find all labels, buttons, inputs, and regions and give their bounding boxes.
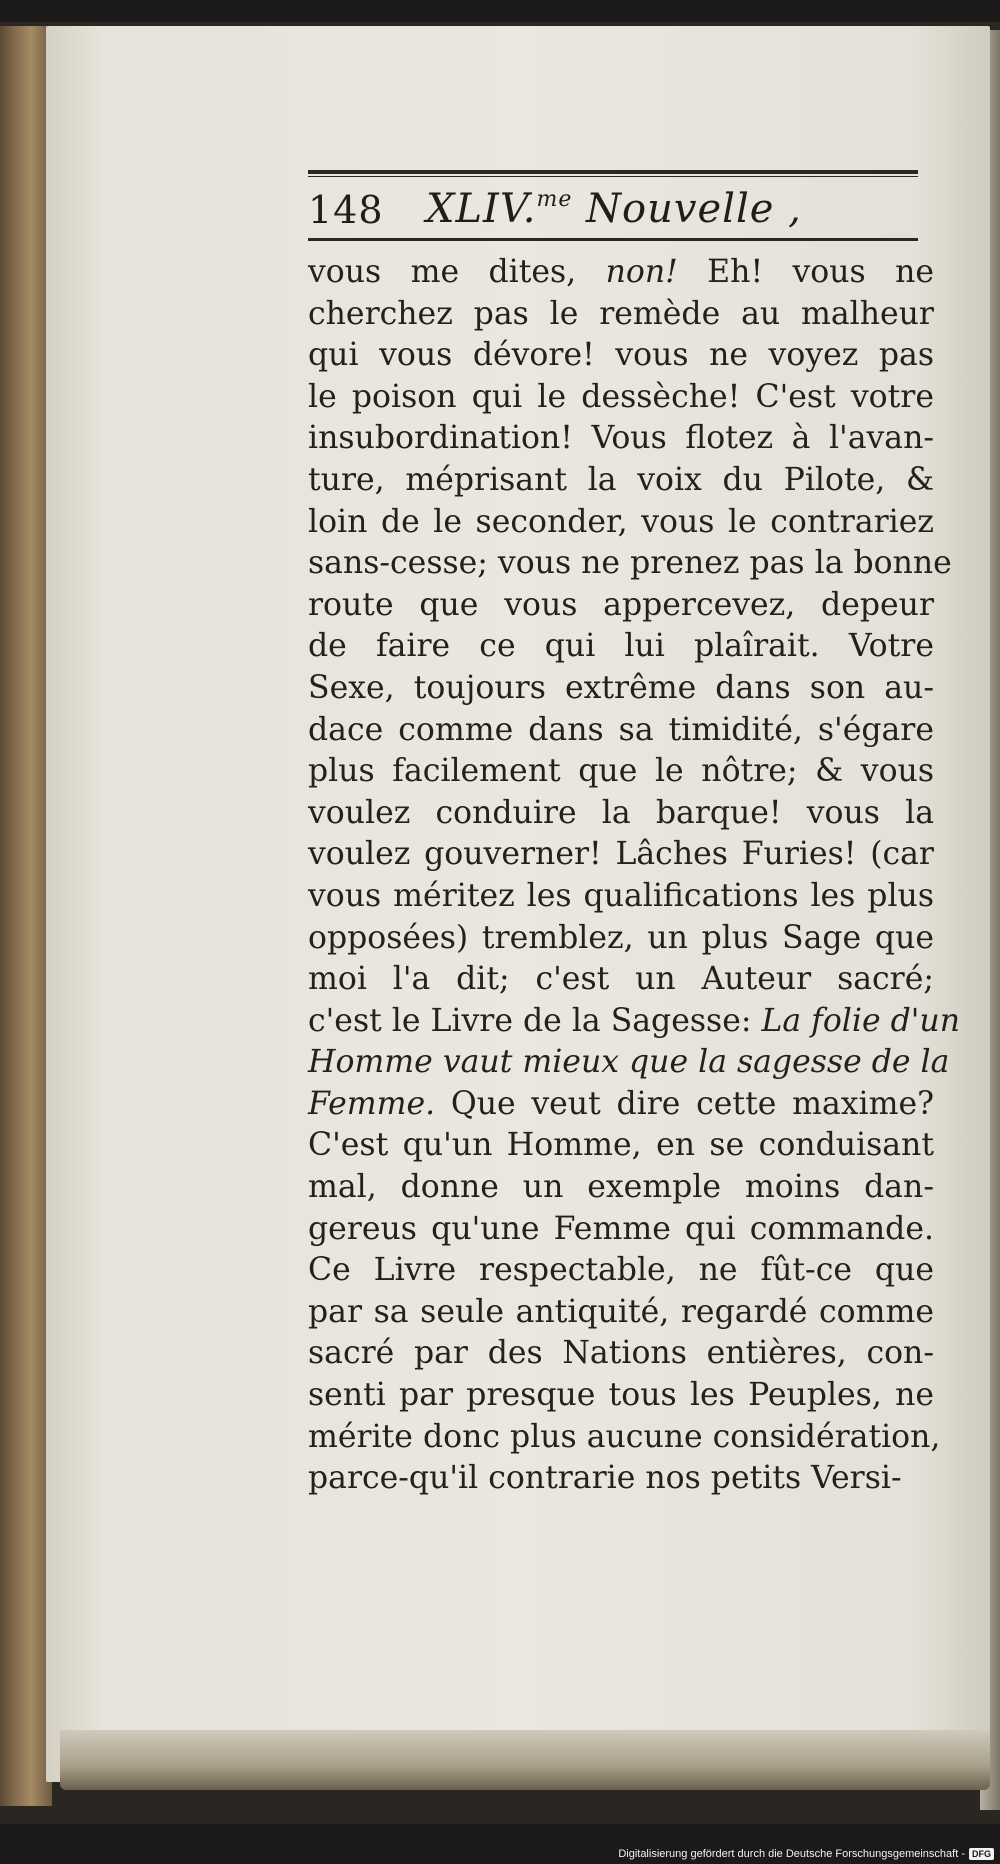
text-line <box>308 1125 934 1167</box>
text-segment: moi l'a dit; c'est un Auteur sacré; <box>308 961 934 998</box>
text-segment: loin de le seconder, vous le contrariez <box>308 503 934 540</box>
book-spine <box>0 26 52 1806</box>
header-rule-top <box>308 170 918 174</box>
text-segment: senti par presque tous les Peuples, ne <box>308 1377 934 1414</box>
text-segment: mal, donne un exemple moins dan- <box>308 1169 934 1206</box>
text-line <box>308 626 934 668</box>
text-segment: gereus qu'une Femme qui commande. <box>308 1210 934 1247</box>
text-segment: le poison qui le dessèche! C'est votre <box>308 378 934 415</box>
italic-text: Femme. <box>308 1085 436 1122</box>
text-segment: de faire ce qui lui plaîrait. Votre <box>308 628 934 665</box>
dfg-logo-icon: DFG <box>969 1848 994 1860</box>
text-segment: c'est le Livre de la Sagesse: <box>308 1002 762 1039</box>
text-line <box>308 668 934 710</box>
text-line <box>308 377 934 419</box>
text-segment: vous me dites, <box>308 254 606 290</box>
text-segment: Que veut dire cette maxime? <box>435 1085 934 1122</box>
text-line <box>308 335 934 377</box>
text-line <box>308 876 934 918</box>
running-head-title: Nouvelle , <box>572 186 802 232</box>
text-segment: ture, méprisant la voix du Pilote, & <box>308 461 934 498</box>
text-segment: C'est qu'un Homme, en se conduisant <box>308 1127 934 1164</box>
text-segment: vous méritez les qualifications les plus <box>308 877 934 914</box>
text-line <box>308 710 934 752</box>
running-head-numeral: XLIV. <box>426 186 537 232</box>
text-line <box>308 1209 934 1251</box>
running-head <box>426 186 802 232</box>
text-line <box>308 502 934 544</box>
text-line <box>308 585 934 627</box>
page-number: 148 <box>308 188 384 232</box>
text-line <box>308 959 934 1001</box>
text-segment: Ce Livre respectable, ne fût-ce que <box>308 1252 934 1289</box>
text-segment: par sa seule antiquité, regardé comme <box>308 1293 934 1330</box>
text-line <box>308 751 934 793</box>
text-segment: route que vous appercevez, depeur <box>308 586 934 623</box>
text-line <box>308 1333 934 1375</box>
credit-text: Digitalisierung gefördert durch die Deutsche Forschungsgemeinschaft - <box>618 1848 965 1860</box>
running-head-superscript: me <box>536 187 573 212</box>
text-segment: insubordination! Vous flotez à l'avan- <box>308 420 934 457</box>
text-line <box>308 1375 934 1417</box>
text-segment: sans-cesse; vous ne prenez pas la bonne <box>308 545 952 582</box>
page-bottom-edge <box>60 1730 990 1790</box>
italic-text: La folie d'un <box>761 1002 961 1039</box>
text-line <box>308 834 934 876</box>
text-segment: sacré par des Nations entières, con- <box>308 1335 934 1372</box>
text-line <box>308 1417 941 1459</box>
text-segment: voulez conduire la barque! vous la <box>308 794 934 831</box>
header-rule-bottom <box>308 238 918 241</box>
digitization-credit <box>618 1848 994 1860</box>
page-header <box>308 176 918 238</box>
text-line <box>308 460 934 502</box>
italic-text: Homme vaut mieux que la sagesse de la <box>308 1044 950 1081</box>
text-line <box>308 793 934 835</box>
text-segment: opposées) tremblez, un plus Sage que <box>308 919 934 956</box>
text-line <box>308 418 934 460</box>
text-line <box>308 294 934 336</box>
text-segment: voulez gouverner! Lâches Furies! (car <box>308 836 934 873</box>
text-segment: parce-qu'il contrarie nos petits Versi- <box>308 1460 902 1497</box>
text-line <box>308 1167 934 1209</box>
text-segment: cherchez pas le remède au malheur <box>308 295 934 332</box>
text-line <box>308 543 952 585</box>
text-line <box>308 252 934 294</box>
italic-text: non! <box>605 254 678 290</box>
text-line <box>308 1001 961 1043</box>
text-line <box>308 918 934 960</box>
text-line <box>308 1042 950 1084</box>
text-line <box>308 1292 934 1334</box>
text-line <box>308 1458 934 1500</box>
text-line <box>308 1084 934 1126</box>
text-segment: mérite donc plus aucune considération, <box>308 1418 941 1455</box>
text-segment: plus facilement que le nôtre; & vous <box>308 753 934 790</box>
text-segment: dace comme dans sa timidité, s'égare <box>308 711 934 748</box>
text-segment: Sexe, toujours extrême dans son au- <box>308 669 934 706</box>
text-segment: qui vous dévore! vous ne voyez pas <box>308 337 934 374</box>
text-line <box>308 1250 934 1292</box>
body-text <box>308 252 961 1500</box>
text-segment: Eh! vous ne <box>677 254 934 290</box>
